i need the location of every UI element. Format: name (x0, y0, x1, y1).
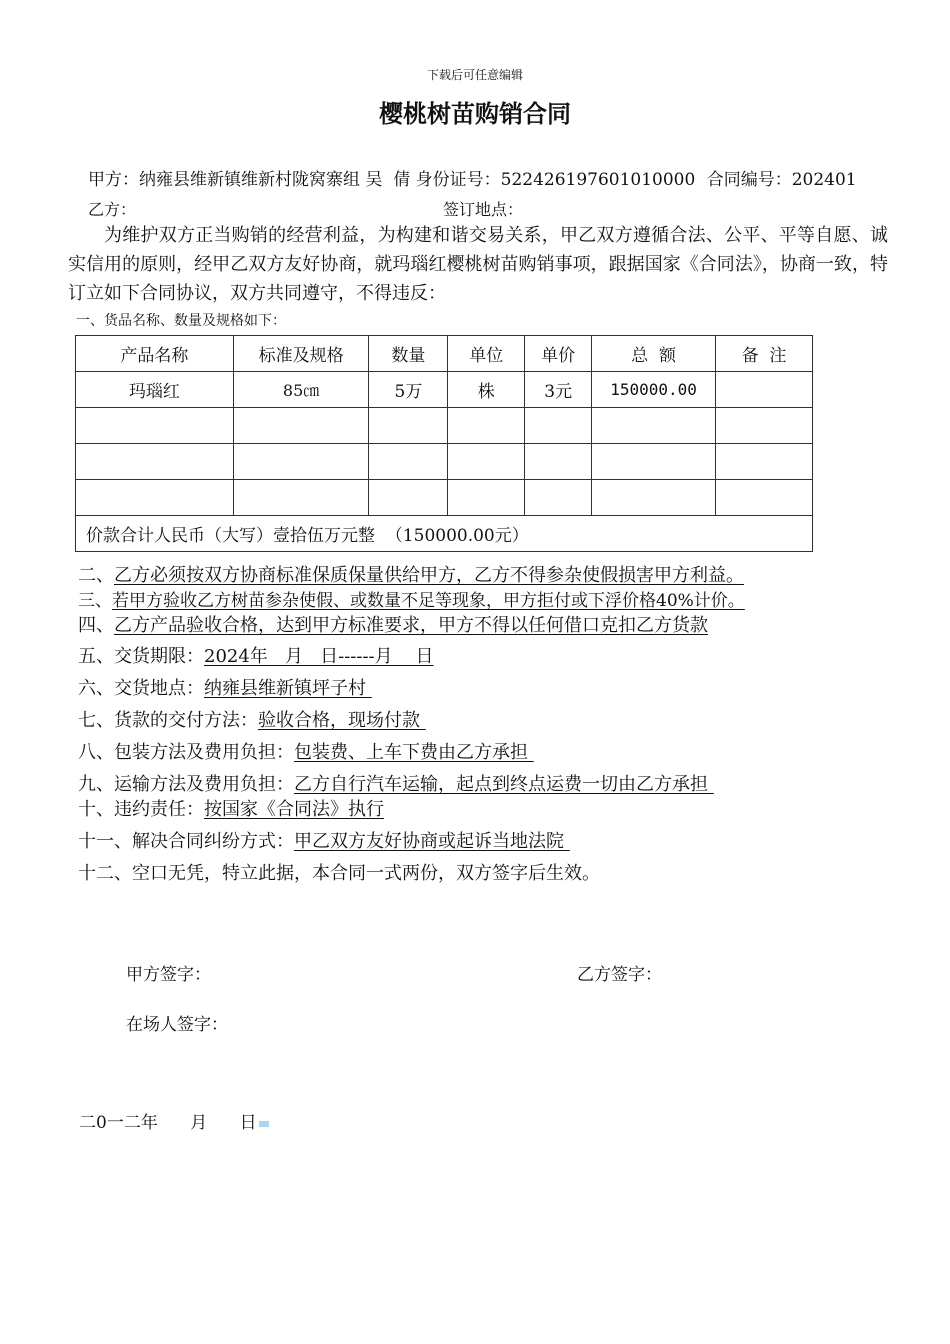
table-row (76, 444, 813, 480)
clause-3 (78, 586, 745, 611)
clause-label: 违约责任： (114, 799, 204, 820)
clause-7 (78, 706, 426, 732)
header-note: 下载后可任意编辑 (426, 68, 523, 82)
table-cell (233, 408, 369, 444)
clause-label: 交货地点： (114, 678, 204, 699)
packaging-terms: 包装费、上车下费由乙方承担 (294, 742, 534, 763)
party-a-signature-label: 甲方签字： (126, 965, 211, 985)
table-cell (369, 480, 448, 516)
table-header-cell: 单位 (448, 336, 525, 372)
table-cell: 株 (448, 372, 525, 408)
clause-number: 二、 (78, 565, 114, 586)
party-a-label: 甲方： (88, 170, 139, 190)
delivery-location: 纳雍县维新镇坪子村 (204, 678, 372, 699)
clause-5 (78, 642, 434, 668)
clause-label: 解决合同纠纷方式： (132, 831, 294, 852)
clause-label: 包装方法及费用负担： (114, 742, 294, 763)
table-cell (448, 480, 525, 516)
clause-content: 乙方必须按双方协商标准保质保量供给甲方，乙方不得参杂使假损害甲方利益。 (114, 565, 744, 586)
party-a-id-number: 522426197601010000 (500, 170, 696, 190)
table-cell (369, 408, 448, 444)
goods-table (75, 335, 813, 552)
dispute-resolution: 甲乙双方友好协商或起诉当地法院 (294, 831, 570, 852)
clause-label: 运输方法及费用负担： (114, 774, 294, 795)
table-cell (592, 480, 716, 516)
table-cell (525, 444, 592, 480)
clause-6 (78, 674, 372, 700)
table-cell (525, 480, 592, 516)
clause-10 (78, 795, 384, 821)
table-cell: 5万 (369, 372, 448, 408)
table-header-cell: 备 注 (716, 336, 813, 372)
date-line (79, 1108, 269, 1133)
sign-place-label: 签订地点： (443, 200, 524, 219)
table-cell: 3元 (525, 372, 592, 408)
party-a-name: 纳雍县维新镇维新村陇窝寨组 吴 倩 (139, 170, 411, 190)
clause-9 (78, 770, 714, 796)
document-title: 樱桃树苗购销合同 (379, 100, 571, 128)
table-cell (448, 408, 525, 444)
table-cell (369, 444, 448, 480)
table-cell (716, 444, 813, 480)
table-cell (76, 480, 234, 516)
table-cell: 150000.00 (592, 372, 716, 408)
clause-11 (78, 827, 570, 853)
payment-method: 验收合格，现场付款 (258, 710, 426, 731)
clause-number: 八、 (78, 742, 114, 763)
section-1-heading: 一、货品名称、数量及规格如下： (76, 313, 286, 329)
table-header-row (76, 336, 813, 372)
clause-12 (78, 859, 600, 885)
table-row (76, 372, 813, 408)
party-a-line (88, 165, 857, 190)
clause-number: 七、 (78, 710, 114, 731)
table-total-row (76, 516, 813, 552)
clause-2 (78, 561, 744, 587)
party-b-label: 乙方： (88, 200, 137, 219)
clause-8 (78, 738, 534, 764)
date-text: 二0一二年 月 日 (79, 1113, 257, 1133)
table-cell: 85㎝ (233, 372, 369, 408)
clause-content: 若甲方验收乙方树苗参杂使假、或数量不足等现象，甲方拒付或下浮价格40%计价。 (112, 591, 745, 611)
table-header-cell: 标准及规格 (233, 336, 369, 372)
contract-number: 202401 (791, 170, 857, 190)
table-header-cell: 总 额 (592, 336, 716, 372)
contract-number-label: 合同编号： (706, 170, 792, 190)
party-b-signature-label: 乙方签字： (577, 965, 662, 985)
table-cell (233, 444, 369, 480)
clause-number: 四、 (78, 615, 114, 636)
clause-number: 六、 (78, 678, 114, 699)
clause-number: 十二、 (78, 863, 132, 884)
table-cell (716, 372, 813, 408)
text-cursor-marker (259, 1121, 269, 1127)
intro-paragraph: 为维护双方正当购销的经营利益，为构建和谐交易关系，甲乙双方遵循合法、公平、平等自愿、诚实信用的原则，经甲乙双方友好协商，就玛瑙红樱桃树苗购销事项，跟据国家《合同法》，协商一致，特订立如下合同协议，双方共同遵守，不得违反： (68, 225, 888, 304)
clause-number: 三、 (78, 591, 112, 611)
table-header-cell: 单价 (525, 336, 592, 372)
breach-liability: 按国家《合同法》执行 (204, 799, 384, 820)
table-cell: 玛瑙红 (76, 372, 234, 408)
table-header-cell: 数量 (369, 336, 448, 372)
clause-label: 货款的交付方法： (114, 710, 258, 731)
clause-content: 乙方产品验收合格，达到甲方标准要求，甲方不得以任何借口克扣乙方货款 (114, 615, 708, 636)
clause-4 (78, 611, 708, 637)
table-cell (76, 408, 234, 444)
clause-label: 交货期限： (114, 646, 204, 667)
clause-number: 十、 (78, 799, 114, 820)
clause-number: 十一、 (78, 831, 132, 852)
table-cell (448, 444, 525, 480)
witness-signature-label: 在场人签字： (126, 1015, 228, 1035)
party-a-id-label: 身份证号： (415, 170, 501, 190)
table-cell (76, 444, 234, 480)
table-cell (592, 444, 716, 480)
table-cell (592, 408, 716, 444)
table-cell (233, 480, 369, 516)
clause-label: 空口无凭，特立此据，本合同一式两份，双方签字后生效。 (132, 863, 600, 884)
transport-terms: 乙方自行汽车运输，起点到终点运费一切由乙方承担 (294, 774, 714, 795)
total-amount: 价款合计人民币（大写）壹拾伍万元整 （150000.00元） (76, 516, 813, 552)
clause-number: 九、 (78, 774, 114, 795)
table-cell (716, 480, 813, 516)
table-cell (716, 408, 813, 444)
delivery-period: 2024年 月 日------月 日 (204, 646, 434, 667)
table-row (76, 480, 813, 516)
table-row (76, 408, 813, 444)
table-cell (525, 408, 592, 444)
table-header-cell: 产品名称 (76, 336, 234, 372)
clause-number: 五、 (78, 646, 114, 667)
